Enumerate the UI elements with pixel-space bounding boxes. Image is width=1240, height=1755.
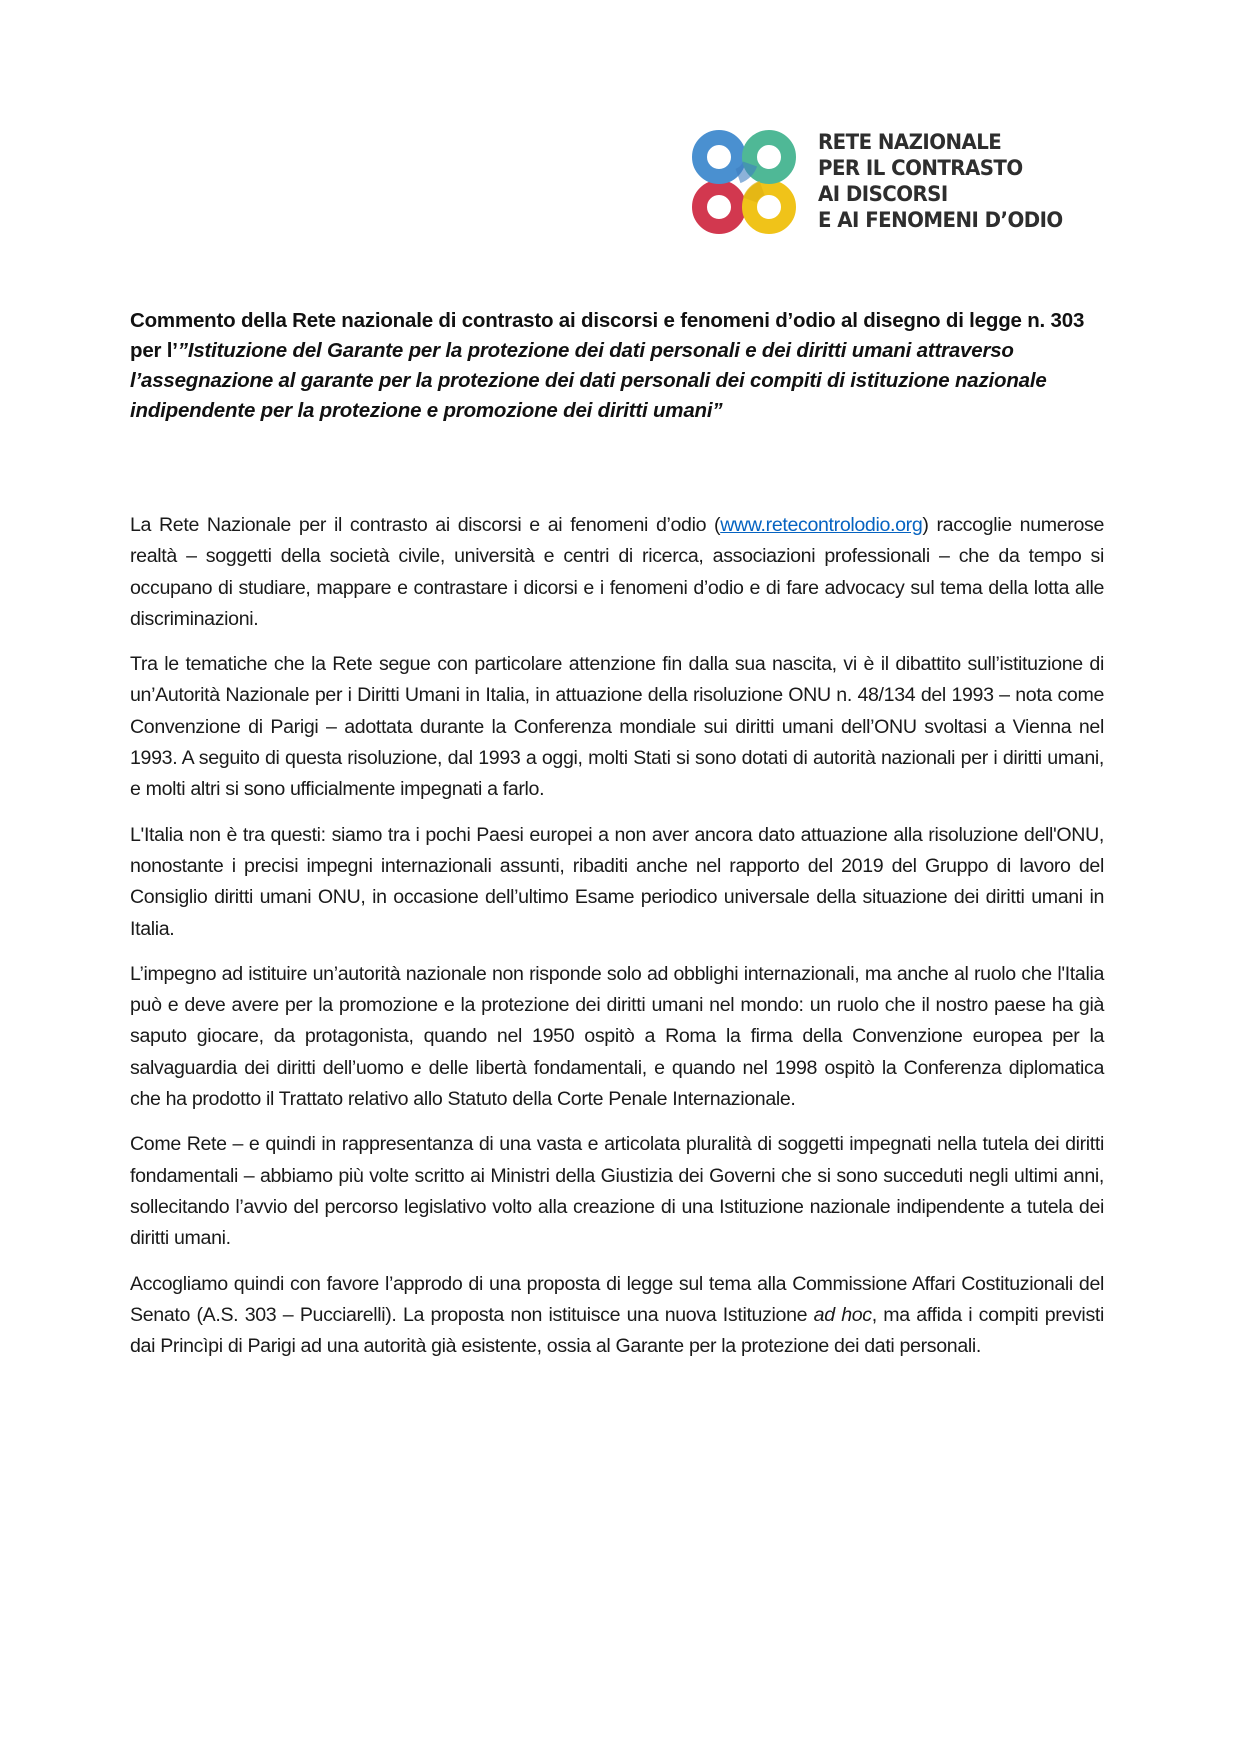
paragraph-6-text-a: Accogliamo quindi con favore l’approdo di una proposta di legge sul tema alla Commissione Affari Costituzionali del Senato (A.S. 303 – Pucciarelli). La proposta non istituisce una nuova Istituzione xyxy=(130,1272,1104,1326)
paragraph-3: L'Italia non è tra questi: siamo tra i pochi Paesi europei a non aver ancora dato attuazione alla risoluzione dell'ONU, nonostante i precisi impegni internazionali assunti, ribaditi anche nel rapporto del 2019 del Gruppo di lavoro del Consiglio diritti umani ONU, in occasione dell’ultimo Esame periodico universale della situazione dei diritti umani in Italia. xyxy=(130,823,1104,940)
title-bold-line-1: Commento della Rete nazionale di contrasto ai discorsi e fenomeni d’odio al disegno di legge xyxy=(130,309,1022,332)
website-link[interactable]: www.retecontrolodio.org xyxy=(720,514,923,536)
logo-line-3: AI DISCORSI xyxy=(818,182,948,207)
paragraph-1 xyxy=(130,510,1104,635)
title-bold-prefix: n. 303 per l’ xyxy=(130,309,1085,362)
paragraph-6-italic-ad-hoc: ad hoc xyxy=(813,1303,872,1326)
organization-name xyxy=(818,130,1063,234)
paragraph-4: L’impegno ad istituire un’autorità nazionale non risponde solo ad obblighi internazionali, ma anche al ruolo che l'Italia può e deve avere per la promozione e la protezione dei diritti umani nel mondo: un ruolo che il nostro paese ha già saputo giocare, da protagonista, quando nel 1950 ospitò a Roma la firma della Convenzione europea per la salvaguardia dei diritti dell’uomo e delle libertà fondamentali, e quando nel 1998 ospitò la Conferenza diplomatica che ha prodotto il Trattato relativo allo Statuto della Corte Penale Internazionale. xyxy=(130,962,1104,1111)
organization-logo xyxy=(690,128,1084,236)
document-title xyxy=(130,306,1110,426)
logo-line-4: E AI FENOMENI D’ODIO xyxy=(818,208,1063,233)
interlocking-rings-icon xyxy=(690,128,798,236)
logo-line-2: PER IL CONTRASTO xyxy=(818,156,1023,181)
paragraph-2: Tra le tematiche che la Rete segue con particolare attenzione fin dalla sua nascita, vi è il dibattito sull’istituzione di un’Autorità Nazionale per i Diritti Umani in Italia, in attuazione della risoluzione ONU n. 48/134 del 1993 – nota come Convenzione di Parigi – adottata durante la Conferenza mondiale sui diritti umani dell’ONU svoltasi a Vienna nel 1993. A seguito di questa risoluzione, dal 1993 a oggi, molti Stati si sono dotati di autorità nazionali per i diritti umani, e molti altri si sono ufficialmente impegnati a farlo. xyxy=(130,653,1104,801)
paragraph-1-text-b: ) raccoglie numerose realtà – soggetti della società civile, università e centri di ricerca, associazioni professionali – che da tempo si occupano di studiare, mappare e contrastare i dicorsi e i fenomeni d’odio e di fare advocacy sul tema della lotta alle discriminazioni. xyxy=(130,514,1104,630)
document-body xyxy=(130,510,1104,1376)
paragraph-6-text-b: , ma affida i compiti previsti dai Princìpi di Parigi ad una autorità già esistente, ossia al Garante per la protezione dei dati personali. xyxy=(130,1303,1104,1358)
paragraph-5: Come Rete – e quindi in rappresentanza di una vasta e articolata pluralità di soggetti impegnati nella tutela dei diritti fondamentali – abbiamo più volte scritto ai Ministri della Giustizia dei Governi che si sono succeduti negli ultimi anni, sollecitando l’avvio del percorso legislativo volto alla creazione di una Istituzione nazionale indipendente a tutela dei diritti umani. xyxy=(130,1133,1104,1250)
paragraph-6 xyxy=(130,1269,1104,1363)
logo-line-1: RETE NAZIONALE xyxy=(818,130,1002,155)
title-italic-bill-name: ”Istituzione del Garante per la protezione dei dati personali e dei diritti umani attraverso l’assegnazione al garante per la protezione dei dati personali dei compiti di istituzione nazionale indipendente per la protezione e promozione dei diritti umani” xyxy=(130,339,1047,422)
paragraph-1-text-a: La Rete Nazionale per il contrasto ai discorsi e ai fenomeni d’odio ( xyxy=(130,514,721,536)
